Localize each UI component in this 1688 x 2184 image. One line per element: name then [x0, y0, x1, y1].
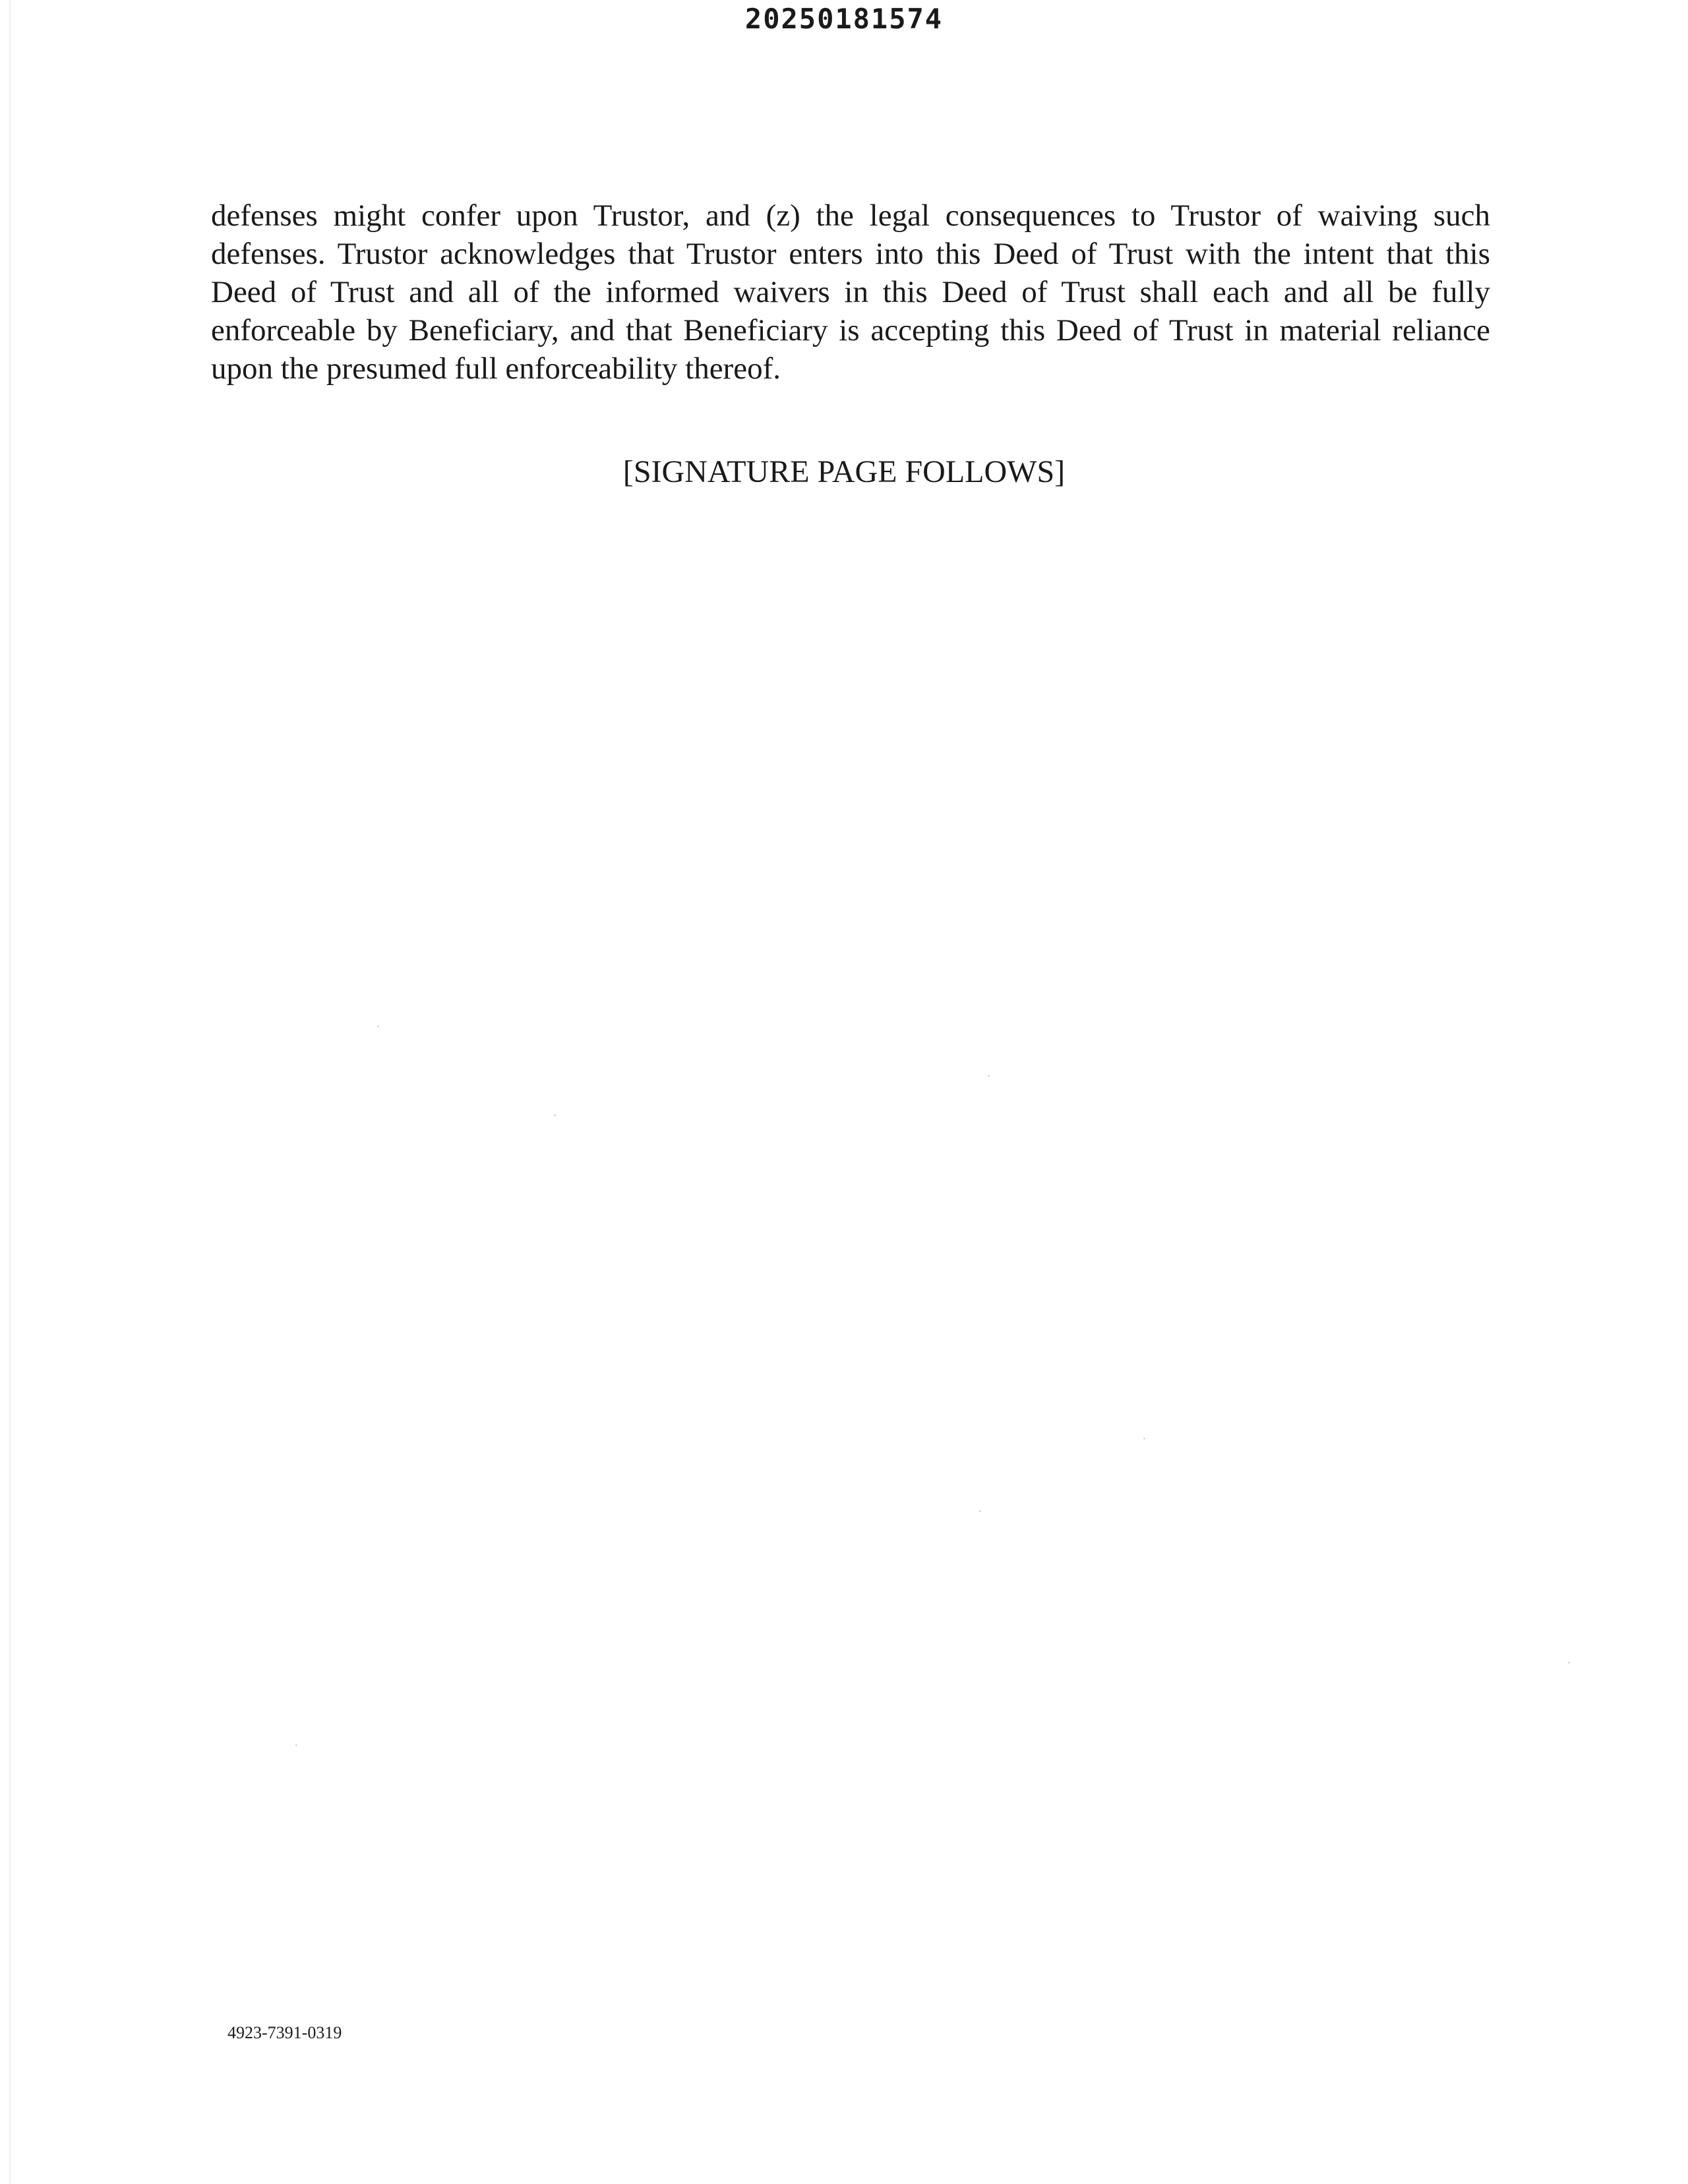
scan-speck: [295, 1744, 297, 1746]
scan-speck: [554, 1114, 556, 1116]
scan-speck: [377, 1025, 379, 1027]
recording-number: 20250181574: [744, 3, 944, 35]
scan-speck: [1568, 1662, 1570, 1664]
body-paragraph: defenses might confer upon Trustor, and (z) the legal consequences to Trustor of waiving such defenses. Trustor acknowledges that Trustor enters into this Deed of Trust with the intent that this Deed of Trust and all of the informed waivers in this Deed of Trust shall each and all be fully enforceable by Beneficiary, and that Beneficiary is accepting this Deed of Trust in material reliance upon the presumed full enforceability thereof.: [211, 198, 1490, 386]
scan-speck: [1143, 1438, 1145, 1440]
signature-page-note: [SIGNATURE PAGE FOLLOWS]: [622, 454, 1066, 489]
scan-speck: [979, 1510, 981, 1512]
footer-document-id: 4923-7391-0319: [227, 2023, 342, 2042]
scan-speck: [988, 1075, 990, 1077]
scan-edge: [9, 0, 12, 2184]
